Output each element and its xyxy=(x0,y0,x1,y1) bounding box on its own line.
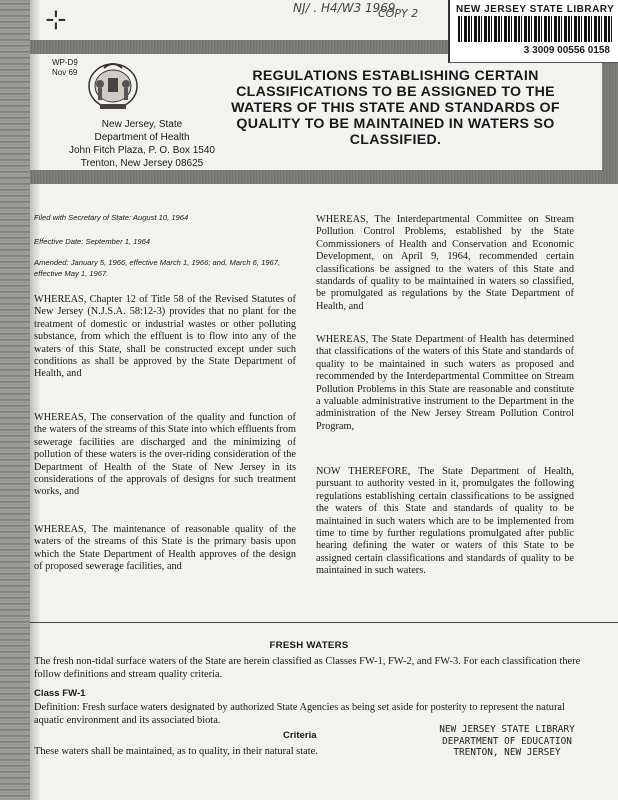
criteria-heading: Criteria xyxy=(283,730,317,741)
effective-date: Effective Date: September 1, 1964 xyxy=(34,237,151,246)
whereas-paragraph-1: WHEREAS, Chapter 12 of Title 58 of the Revised Statutes of New Jersey (N.J.S.A. 58:12-3) provides that no plant for the treatment of domestic or industrial wastes or other polluting substance, from which the effluent is to flow into any of the waters of this State, shall be constructed except under such conditions as shall be approved by the State Department of Health, and xyxy=(34,294,296,380)
library-barcode-label xyxy=(448,0,618,63)
date-code: Nov 69 xyxy=(52,68,78,77)
library-stamp xyxy=(418,724,596,759)
now-therefore-paragraph: NOW THEREFORE, The State Department of Health, pursuant to authority vested in it, promulgates the following regulations establishing certain classifications to be assigned the waters of this State and standards of quality to be maintained in such waters which are to be implemented from time to time by further regulations promulgated after public hearing defining the water or waters of this State to be assigned certain classifications and standards of quality to be maintained in such waters. xyxy=(316,466,574,577)
agency-masthead xyxy=(42,118,242,170)
masthead-address: John Fitch Plaza, P. O. Box 1540 xyxy=(68,145,215,156)
criteria-text: These waters shall be maintained, as to quality, in their natural state. xyxy=(34,746,318,757)
state-seal-icon xyxy=(84,56,142,114)
header-border-bottom xyxy=(30,170,618,184)
fresh-waters-intro: The fresh non-tidal surface waters of the State are herein classified as Classes FW-1, FW-2, and FW-3. For each classification there follow definitions and stream quality criteria. xyxy=(34,656,581,680)
barcode-number: 3 3009 00556 0158 xyxy=(523,45,610,56)
whereas-paragraph-5: WHEREAS, The State Department of Health has determined that classifications of the waters of this State and standards of quality to be maintained in such waters as proposed and recommended by the Interdepartmental Committee on Stream Pollution Problems in this State are reasonable and constitute a valuable administrative instrument to the Department in the administration of the New Jersey Stream Pollution Control Program, xyxy=(316,334,574,432)
document-number xyxy=(52,58,78,78)
document-title: REGULATIONS ESTABLISHING CERTAIN CLASSIFICATIONS TO BE ASSIGNED TO THE WATERS OF THIS STATE AND STANDARDS OF QUALITY TO BE MAINTAINED IN WATERS SO CLASSIFIED. xyxy=(231,68,560,148)
masthead-city: Trenton, New Jersey 08625 xyxy=(80,158,204,169)
series-number: WP-D9 xyxy=(52,58,78,67)
stamp-line-2: DEPARTMENT OF EDUCATION xyxy=(442,735,572,747)
hole-punch-mark: ⊹ xyxy=(45,5,67,35)
class-fw1-definition: Definition: Fresh surface waters designated by authorized State Agencies as being set aside for posterity to represent the natural aquatic environment and its associated biota. xyxy=(34,702,565,726)
handwritten-call-number: NJ/ . H4/W3 1969 xyxy=(293,1,396,15)
whereas-paragraph-4: WHEREAS, The Interdepartmental Committee on Stream Pollution Control Problems, established by the State Commissioners of Health and Conservation and Economic Development, on April 9, 1964, recommended certain classifications be assigned to the waters of this State and standards of quality to be maintained in waters so classified, be promulgated as regulations by the State Department of Health, and xyxy=(316,214,574,312)
whereas-paragraph-2: WHEREAS, The conservation of the quality and function of the waters of the streams of this State into which effluents from sewerage facilities are discharged and the minimizing of pollution of these waters is the over-riding consideration of the Department of Health of the State of New Jersey in its considerations of the approvals of designs for such treatment works, and xyxy=(34,412,296,498)
whereas-paragraph-3: WHEREAS, The maintenance of reasonable quality of the waters of the streams of this State is the primary basis upon which the State Department of Health approves of the design of proposed sewerage facilities, and xyxy=(34,524,296,573)
masthead-state: New Jersey, State xyxy=(101,119,183,130)
barcode-bars xyxy=(458,16,612,42)
filed-date: Filed with Secretary of State: August 10, 1964 xyxy=(34,213,189,222)
class-fw1-heading: Class FW-1 xyxy=(34,688,86,699)
scan-edge-left xyxy=(0,0,30,800)
fresh-waters-heading: FRESH WATERS xyxy=(269,640,349,651)
amended-dates: Amended: January 5, 1966, effective March 1, 1966; and, March 6, 1967, effective May 1, 1967. xyxy=(34,258,281,278)
barcode-header: NEW JERSEY STATE LIBRARY xyxy=(456,4,615,15)
handwritten-copy-note: COPY 2 xyxy=(378,7,419,20)
stamp-line-1: NEW JERSEY STATE LIBRARY xyxy=(439,724,575,735)
section-divider xyxy=(30,622,618,623)
masthead-department: Department of Health xyxy=(94,132,190,143)
stamp-line-3: TRENTON, NEW JERSEY xyxy=(453,747,561,759)
